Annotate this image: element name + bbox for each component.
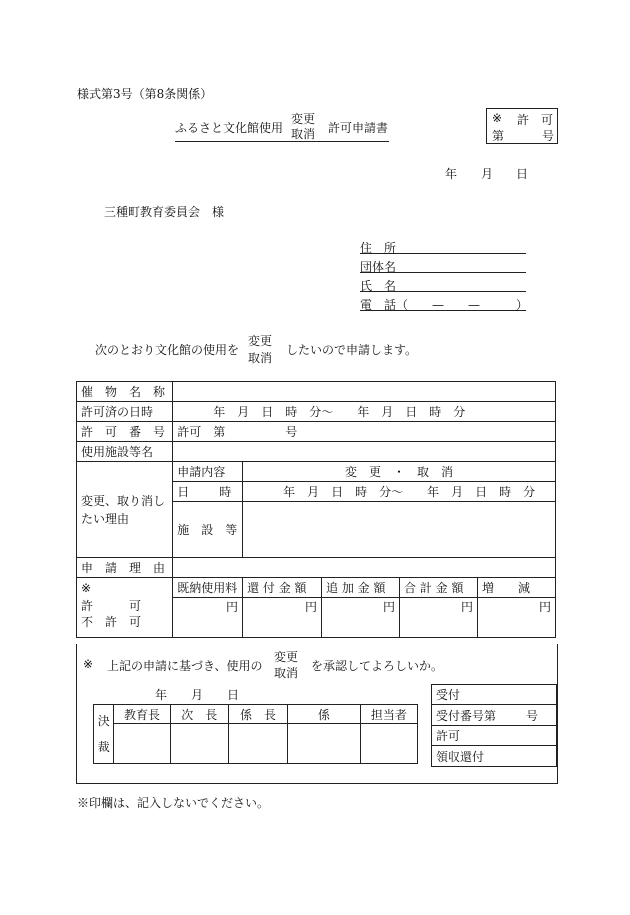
- address-field[interactable]: [360, 239, 526, 254]
- date-month: 月: [481, 167, 494, 181]
- receipt-number-row[interactable]: 受付番号第 号: [432, 705, 557, 726]
- footnote: ※印欄は、記入しないでください。: [77, 796, 270, 810]
- fee-header-total: 合 計 金 額: [400, 578, 478, 598]
- stamp-person-in-charge[interactable]: [360, 724, 417, 764]
- phone-field[interactable]: [360, 296, 529, 312]
- approval-date: 年 月 日: [155, 688, 240, 702]
- collect-refund-row[interactable]: 領収還付: [432, 746, 557, 767]
- permitted-datetime-label: 許可済の日時: [77, 402, 173, 422]
- facility2-label: 施 設 等: [173, 502, 243, 558]
- role-superintendent: 教育長: [114, 705, 170, 724]
- facility-value[interactable]: [173, 442, 556, 462]
- facility2-value[interactable]: [243, 502, 556, 558]
- permitted-datetime-value[interactable]: 年 月 日 時 分〜 年 月 日 時 分: [173, 402, 556, 422]
- title-prefix: ふるさと文化館使用: [175, 121, 284, 135]
- permit-row[interactable]: 許可: [432, 726, 557, 746]
- time-value[interactable]: 年 月 日 時 分〜 年 月 日 時 分: [243, 482, 556, 502]
- form-title: [175, 110, 389, 142]
- time-label: 日 時: [173, 482, 243, 502]
- addressee: 三種町教育委員会 様: [104, 205, 225, 219]
- title-opt-cancel: 取消: [291, 127, 316, 141]
- apply-content-label: 申請内容: [173, 462, 243, 482]
- intro-prefix: 次のとおり文化館の使用を: [95, 343, 240, 357]
- fee-header-paid: 既納使用料: [173, 578, 243, 598]
- form-number: 様式第3号（第8条関係）: [77, 87, 213, 101]
- fee-header-additional: 追 加 金 額: [322, 578, 400, 598]
- permit-number-value[interactable]: 許可 第 号: [173, 422, 556, 442]
- approval-section: [76, 644, 558, 784]
- intro-opt-cancel: 取消: [248, 351, 273, 365]
- kessai-table: [93, 704, 418, 764]
- change-reason-label: 変更、取り消したい理由: [77, 462, 173, 558]
- group-label: 団体名: [360, 260, 397, 274]
- approval-opt-cancel: 取消: [274, 666, 299, 680]
- decision-deny: 不 許 可: [81, 615, 142, 629]
- address-label: 住 所: [360, 241, 397, 255]
- fee-refund-value[interactable]: 円: [243, 598, 322, 638]
- fee-paid-value[interactable]: 円: [173, 598, 243, 638]
- decision-allow: 許 可: [81, 599, 142, 613]
- fee-header-refund: 還 付 金 額: [243, 578, 322, 598]
- fee-additional-value[interactable]: 円: [322, 598, 400, 638]
- application-table: [76, 381, 556, 638]
- intro-opt-change: 変更: [248, 334, 273, 348]
- permit-number-label: 許 可 番 号: [77, 422, 173, 442]
- reason-value[interactable]: [173, 558, 556, 578]
- permit-box-mark: ※: [492, 111, 503, 125]
- receipt-row[interactable]: 受付: [432, 685, 557, 705]
- reason-label: 申 請 理 由: [77, 558, 173, 578]
- name-label: 氏 名: [360, 279, 397, 293]
- title-suffix: 許可申請書: [328, 121, 389, 135]
- event-name-label: 催 物 名 称: [77, 382, 173, 402]
- stamp-superintendent[interactable]: [114, 724, 170, 764]
- permit-box-label: 許 可: [517, 113, 554, 127]
- fee-header-change: 増 減: [477, 578, 555, 598]
- kessai-label: 決 裁: [94, 705, 114, 764]
- decision-mark: ※: [81, 581, 92, 595]
- date-year: 年: [445, 167, 458, 181]
- permit-box-no: 第: [492, 129, 505, 143]
- name-field[interactable]: [360, 277, 526, 292]
- event-name-value[interactable]: [173, 382, 556, 402]
- intro-suffix: したいので申請します。: [286, 343, 418, 357]
- permit-decision-cell: [77, 578, 173, 638]
- role-section-chief: 係 長: [228, 705, 287, 724]
- approval-text-a: 上記の申請に基づき、使用の: [107, 659, 263, 673]
- apply-content-value[interactable]: 変 更 ・ 取 消: [243, 462, 556, 482]
- stamp-staff[interactable]: [288, 724, 361, 764]
- role-deputy: 次 長: [170, 705, 228, 724]
- receipt-table: [431, 684, 557, 767]
- fee-total-value[interactable]: 円: [400, 598, 478, 638]
- stamp-deputy[interactable]: [170, 724, 228, 764]
- approval-opt-change: 変更: [274, 650, 299, 664]
- role-person-in-charge: 担当者: [360, 705, 417, 724]
- facility-label: 使用施設等名: [77, 442, 173, 462]
- stamp-section-chief[interactable]: [228, 724, 287, 764]
- fee-change-value[interactable]: 円: [477, 598, 555, 638]
- title-opt-change: 変更: [291, 112, 316, 126]
- permit-box-end: 号: [542, 129, 555, 143]
- approval-text-b: を承認してよろしいか。: [311, 659, 444, 673]
- date-day: 日: [516, 167, 529, 181]
- phone-label: 電 話（ — — ）: [360, 298, 529, 312]
- permit-number-box: [486, 108, 558, 144]
- role-staff: 係: [288, 705, 361, 724]
- approval-mark: ※: [83, 657, 94, 671]
- group-field[interactable]: [360, 258, 526, 273]
